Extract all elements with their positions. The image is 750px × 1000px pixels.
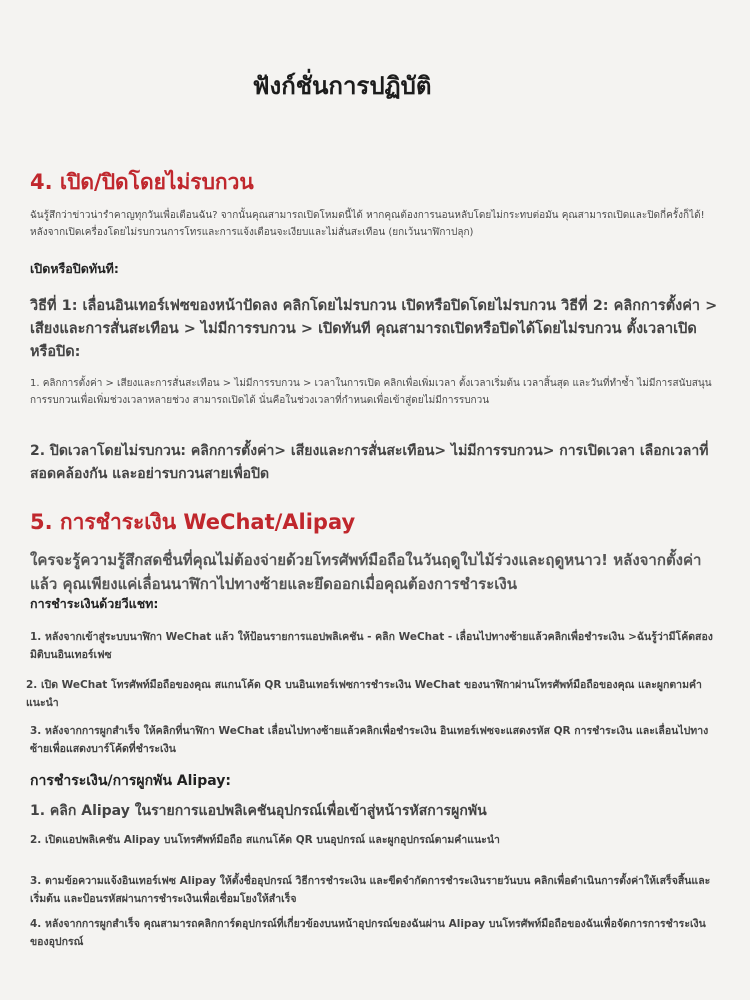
section-4-intro: ฉันรู้สึกว่าข่าวน่ารำคาญทุกวันเพื่อเตือนฉัน? จากนั้นคุณสามารถเปิดโหมดนี้ได้ หากคุณต้องการนอนหลับโดยไม่กระทบต่อมัน คุณสามารถเปิดและปิดกี่ครั้งก็ได้! หลังจากเปิดเครื่องโดยไม่รบกวนการโทรและการแจ้งเตือนจะเงียบและไม่สั่นสะเทือน (ยกเว้นนาฬิกาปลุก) — [30, 210, 705, 238]
page-title: ฟังก์ชั่นการปฏิบัติ — [252, 72, 432, 100]
section-5-heading: 5. การชำระเงิน WeChat/Alipay — [30, 510, 356, 534]
wechat-step-3: 3. หลังจากการผูกสำเร็จ ให้คลิกที่นาฬิกา WeChat เลื่อนไปทางซ้ายแล้วคลิกเพื่อชำระเงิน อินเทอร์เฟซจะแสดงรหัส QR การชำระเงิน และเลื่อนไปทางซ้ายเพื่อแสดงบาร์โค้ดที่ชำระเงิน — [30, 725, 709, 755]
wechat-step-2: 2. เปิด WeChat โทรศัพท์มือถือของคุณ สแกนโค้ด QR บนอินเทอร์เฟซการชำระเงิน WeChat ของนาฬิกาผ่านโทรศัพท์มือถือของคุณ และผูกตามคำแนะนำ — [26, 679, 702, 709]
section-4-methods: วิธีที่ 1: เลื่อนอินเทอร์เฟซของหน้าปัดลง คลิกโดยไม่รบกวน เปิดหรือปิดโดยไม่รบกวน วิธีที่ 2: คลิกการตั้งค่า > เสียงและการสั่นสะเทือน > ไม่มีการรบกวน > เปิดทันที คุณสามารถเปิดหรือปิดได้โดยไม่รบกวน ตั้งเวลาเปิดหรือปิด: — [30, 298, 718, 360]
alipay-step-4: 4. หลังจากการผูกสำเร็จ คุณสามารถคลิกการ์ดอุปกรณ์ที่เกี่ยวข้องบนหน้าอุปกรณ์ของฉันผ่าน Alipay บนโทรศัพท์มือถือของฉันเพื่อจัดการการชำระเงินของอุปกรณ์ — [30, 918, 706, 948]
wechat-step-1: 1. หลังจากเข้าสู่ระบบนาฬิกา WeChat แล้ว ให้ป้อนรายการแอปพลิเคชัน - คลิก WeChat - เลื่อนไปทางซ้ายแล้วคลิกเพื่อชำระเงิน >ฉันรู้ว่ามีโค้ดสองมิติบนอินเทอร์เฟซ — [30, 631, 713, 661]
section-5-intro: ใครจะรู้ความรู้สึกสดชื่นที่คุณไม่ต้องจ่ายด้วยโทรศัพท์มือถือในวันฤดูใบไม้ร่วงและฤดูหนาว! หลังจากตั้งค่าแล้ว คุณเพียงแค่เลื่อนนาฬิกาไปทางซ้ายและยึดออกเมื่อคุณต้องการชำระเงิน — [30, 551, 702, 593]
alipay-step-1: 1. คลิก Alipay ในรายการแอปพลิเคชันอุปกรณ์เพื่อเข้าสู่หน้ารหัสการผูกพัน — [30, 803, 487, 819]
section-4-step-2: 2. ปิดเวลาโดยไม่รบกวน: คลิกการตั้งค่า> เสียงและการสั่นสะเทือน> ไม่มีการรบกวน> การเปิดเวลา เลือกเวลาที่สอดคล้องกัน และอย่ารบกวนสายเพื่อปิด — [30, 443, 709, 482]
alipay-step-2: 2. เปิดแอปพลิเคชัน Alipay บนโทรศัพท์มือถือ สแกนโค้ด QR บนอุปกรณ์ และผูกอุปกรณ์ตามคำแนะนำ — [30, 834, 500, 846]
alipay-step-3: 3. ตามข้อความแจ้งอินเทอร์เฟซ Alipay ให้ตั้งชื่ออุปกรณ์ วิธีการชำระเงิน และขีดจำกัดการชำระเงินรายวันบน คลิกเพื่อดำเนินการตั้งค่าให้เสร็จสิ้นและเริ่มต้น และป้อนรหัสผ่านการชำระเงินเพื่อเชื่อมโยงให้สำเร็จ — [30, 875, 711, 905]
section-4-heading: 4. เปิด/ปิดโดยไม่รบกวน — [30, 170, 254, 194]
section-4-step-1: 1. คลิกการตั้งค่า > เสียงและการสั่นสะเทือน > ไม่มีการรบกวน > เวลาในการเปิด คลิกเพื่อเพิ่มเวลา ตั้งเวลาเริ่มต้น เวลาสิ้นสุด และวันที่ทำซ้ำ ไม่มีการสนับสนุนการรบกวนเพื่อเพิ่มช่วงเวลาหลายช่วง สามารถเปิดได้ นั่นคือในช่วงเวลาที่กำหนดเพื่อเข้าสู่ดยไม่มีการรบกวน — [30, 378, 712, 406]
wechat-heading: การชำระเงินด้วยวีแชท: — [30, 596, 159, 611]
section-4-subheading: เปิดหรือปิดทันที: — [30, 261, 119, 276]
alipay-heading: การชำระเงิน/การผูกพัน Alipay: — [30, 773, 231, 789]
